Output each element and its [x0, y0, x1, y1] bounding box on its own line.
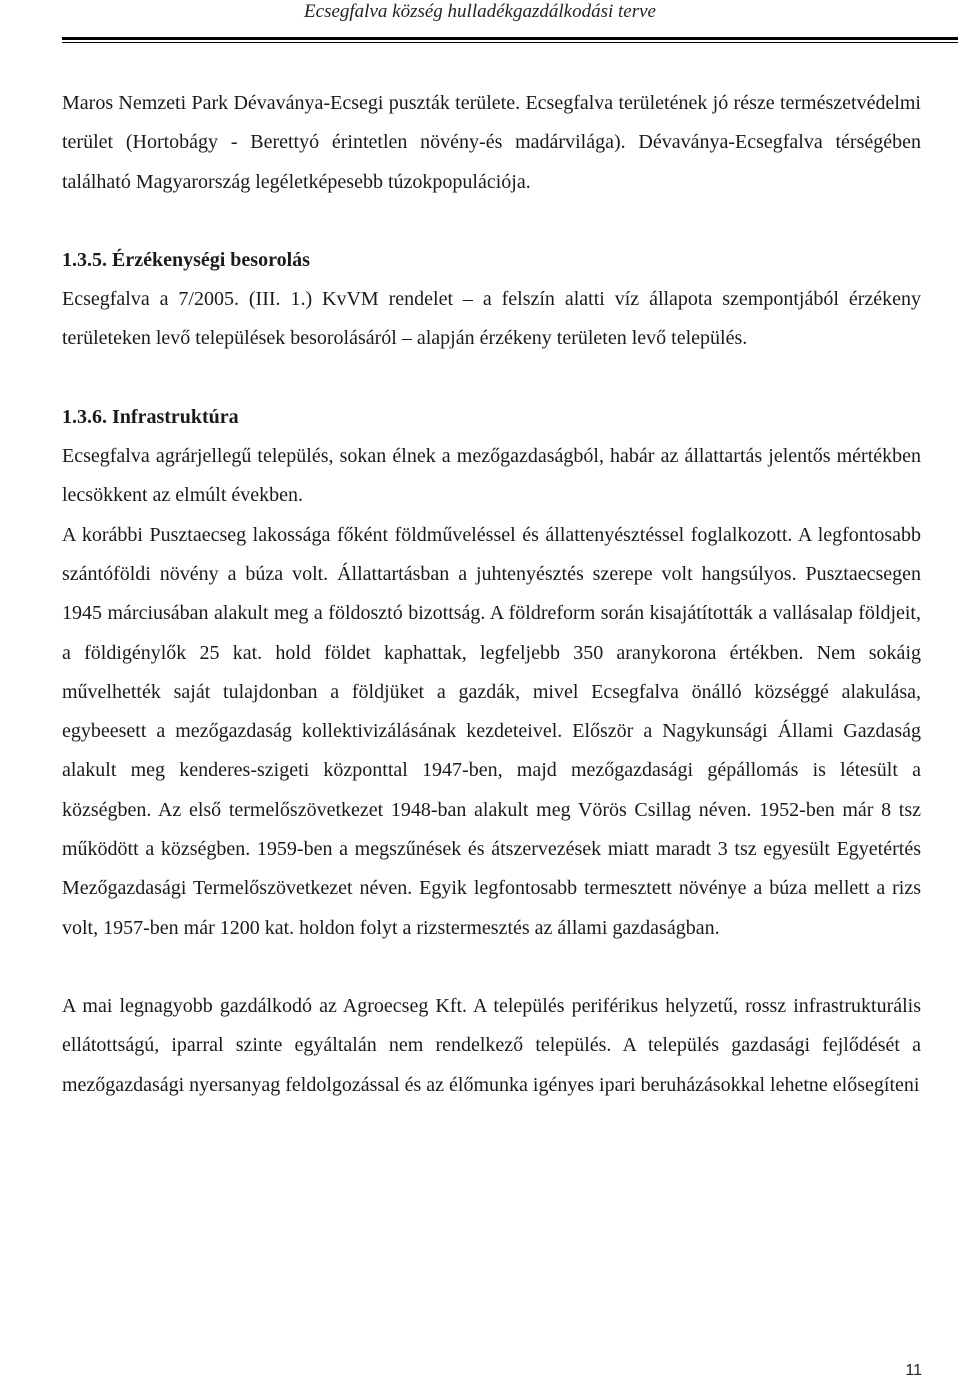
page-header — [0, 0, 960, 40]
spacer — [62, 202, 921, 241]
section-heading-1-3-6: 1.3.6. Infrastruktúra — [62, 405, 239, 428]
document-body — [62, 84, 921, 1105]
spacer — [62, 948, 921, 987]
section-1-3-5-paragraph: Ecsegfalva a 7/2005. (III. 1.) KvVM rendelet – a felszín alatti víz állapota szempontjából érzékeny területeken levő települések besorolásáról – alapján érzékeny területen levő település. — [62, 288, 921, 350]
section-1-3-6-paragraph-2: A korábbi Pusztaecseg lakossága főként földműveléssel és állattenyésztéssel foglalkozott. A legfontosabb szántóföldi növény a búza volt. Állattartásban a juhtenyésztés szerepe volt hangsúlyos. Pusztaecsegen 1945 márciusában alakult meg a földosztó bizottság. A földreform során kisajátították a vallásalap földjeit, a földigénylők 25 kat. hold földet kaphattak, legfeljebb 350 aranykorona értékben. Nem sokáig művelhették saját tulajdonban a földjüket a gazdák, mivel Ecsegfalva önálló községgé alakulása, egybeesett a mezőgazdaság kollektivizálásának kezdeteivel. Először a Nagykunsági Állami Gazdaság alakult meg kenderes-szigeti központtal 1947-ben, majd mezőgazdasági gépállomás is létesült a községben. Az első termelőszövetkezet 1948-ban alakult meg Vörös Csillag néven. 1952-ben már 8 tsz működött a községben. 1959-ben a megszűnések és átszervezések miatt maradt 3 tsz egyesült Egyetértés Mezőgazdasági Termelőszövetkezet néven. Egyik legfontosabb termesztett növénye a búza mellett a rizs volt, 1957-ben már 1200 kat. holdon folyt a rizstermesztés az állami gazdaságban. — [62, 523, 921, 939]
section-1-3-6-paragraph-1: Ecsegfalva agrárjellegű település, sokan élnek a mezőgazdaságból, habár az állattartás jelentős mértékben lecsökkent az elmúlt években. — [62, 445, 921, 507]
page-number: 11 — [905, 1362, 922, 1379]
header-divider-thin — [62, 42, 958, 43]
header-divider-thick — [62, 37, 958, 40]
spacer — [62, 359, 921, 398]
document-title: Ecsegfalva község hulladékgazdálkodási terve — [304, 1, 656, 22]
section-1-3-6-paragraph-3: A mai legnagyobb gazdálkodó az Agroecseg Kft. A település periférikus helyzetű, rossz infrastrukturális ellátottságú, iparral szinte egyáltalán nem rendelkező település. A település gazdasági fejlődését a mezőgazdasági nyersanyag feldolgozással és az élőmunka igényes ipari beruházásokkal lehetne elősegíteni — [62, 994, 921, 1096]
section-heading-1-3-5: 1.3.5. Érzékenységi besorolás — [62, 248, 310, 271]
intro-paragraph: Maros Nemzeti Park Dévaványa-Ecsegi puszták területe. Ecsegfalva területének jó része természetvédelmi terület (Hortobágy - Berettyó érintetlen növény-és madárvilága). Dévaványa-Ecsegfalva térségében található Magyarország legéletképesebb túzokpopulációja. — [62, 92, 921, 193]
